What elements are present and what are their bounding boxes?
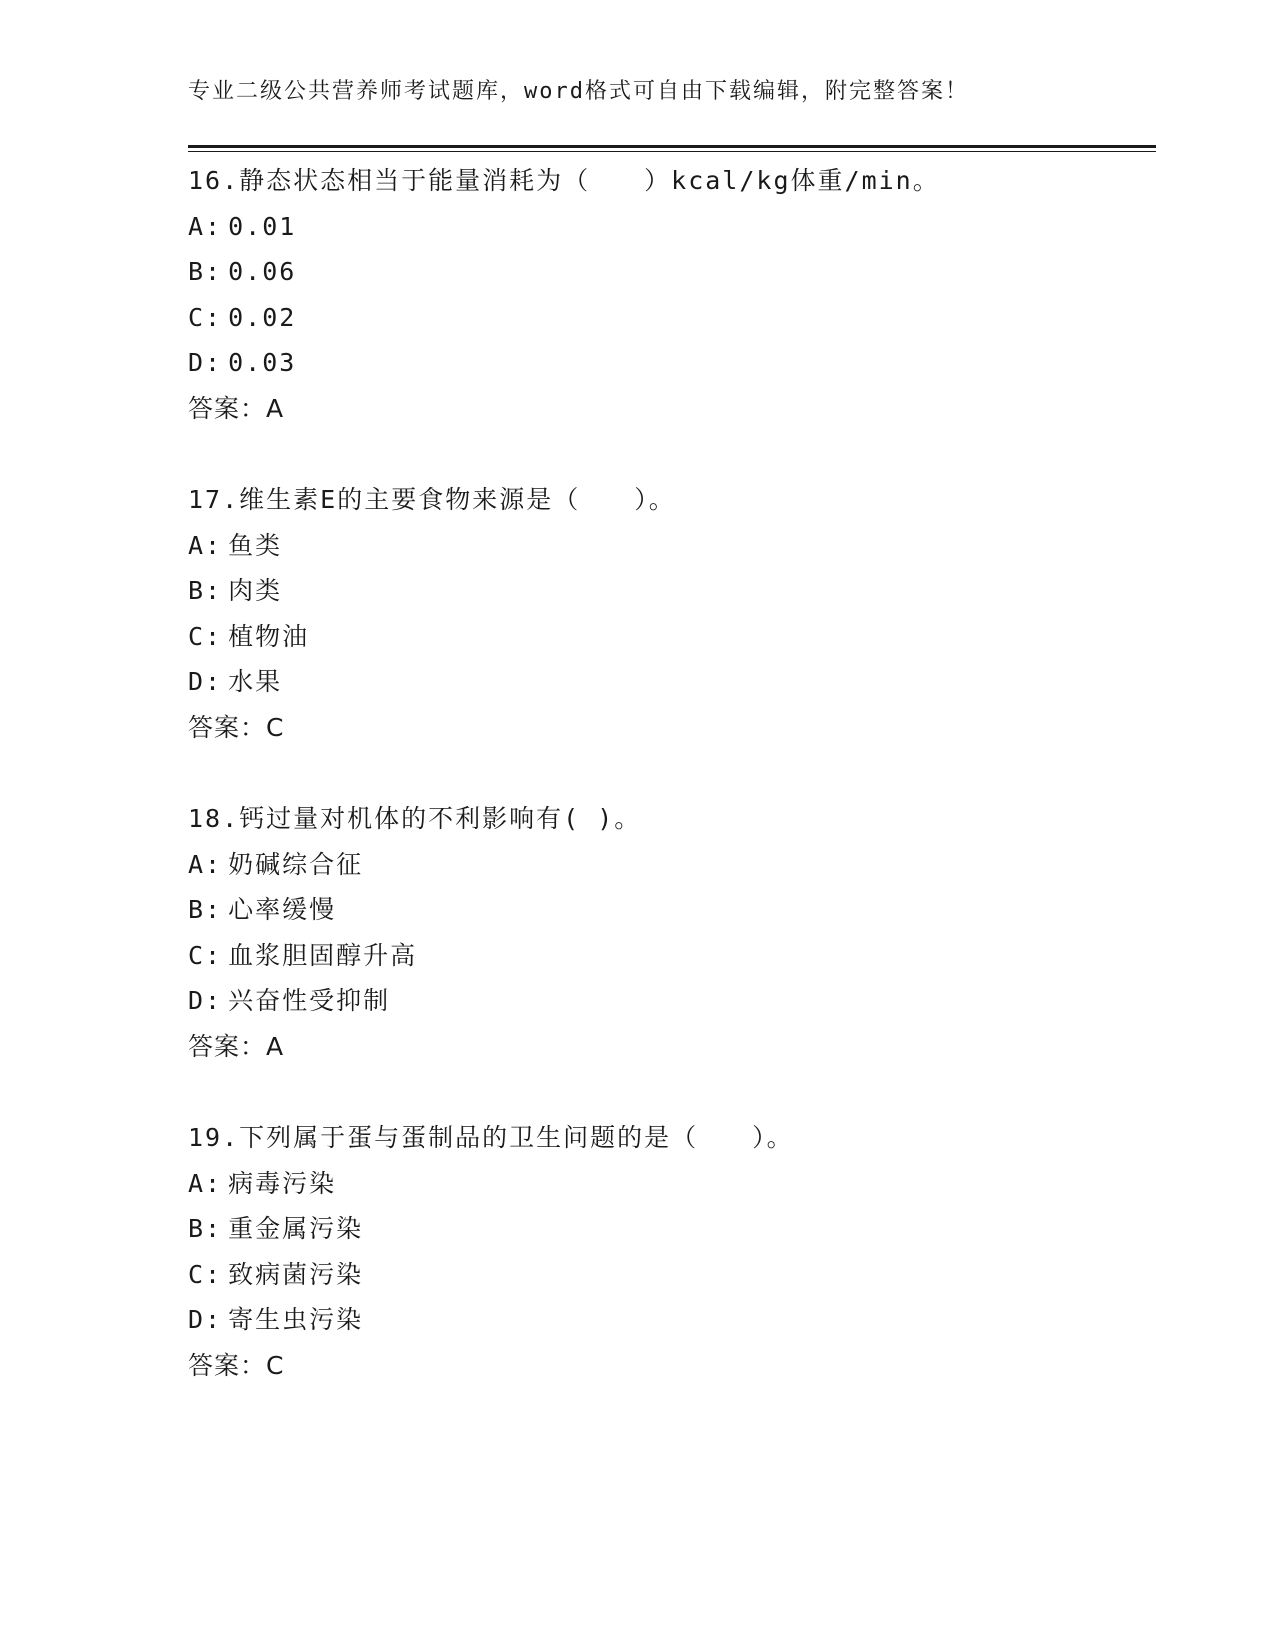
option-text: 致病菌污染 bbox=[228, 1259, 364, 1289]
option-letter: B: bbox=[188, 257, 223, 287]
question-stem: 17.维生素E的主要食物来源是（ ）。 bbox=[188, 485, 676, 514]
option-text: 0.02 bbox=[228, 302, 297, 332]
option-text: 0.03 bbox=[228, 348, 297, 378]
option-d bbox=[188, 340, 1156, 386]
option-text: 鱼类 bbox=[228, 530, 283, 560]
option-text: 寄生虫污染 bbox=[228, 1305, 364, 1335]
option-letter: A: bbox=[188, 1168, 223, 1198]
option-letter: D: bbox=[188, 986, 223, 1016]
answer-line: 答案：C bbox=[188, 1350, 285, 1380]
option-text: 肉类 bbox=[228, 576, 283, 606]
option-b bbox=[188, 568, 1156, 614]
question-stem: 19.下列属于蛋与蛋制品的卫生问题的是（ ）。 bbox=[188, 1123, 794, 1152]
option-a bbox=[188, 204, 1156, 250]
question-stem: 18.钙过量对机体的不利影响有( )。 bbox=[188, 804, 642, 833]
option-a bbox=[188, 1161, 1156, 1207]
answer-line: 答案：A bbox=[188, 393, 285, 423]
option-c bbox=[188, 1252, 1156, 1298]
question-17 bbox=[188, 477, 1156, 796]
option-letter: D: bbox=[188, 1305, 223, 1335]
option-text: 0.01 bbox=[228, 211, 297, 241]
header-rule-thin bbox=[188, 151, 1156, 152]
question-list bbox=[188, 158, 1156, 1434]
option-c bbox=[188, 614, 1156, 660]
option-a bbox=[188, 842, 1156, 888]
option-text: 兴奋性受抑制 bbox=[228, 986, 391, 1016]
answer-line: 答案：C bbox=[188, 712, 285, 742]
document-header: 专业二级公共营养师考试题库，word格式可自由下载编辑，附完整答案！ bbox=[188, 79, 969, 104]
option-text: 0.06 bbox=[228, 257, 297, 287]
option-letter: D: bbox=[188, 667, 223, 697]
option-b bbox=[188, 249, 1156, 295]
option-letter: C: bbox=[188, 940, 223, 970]
option-text: 重金属污染 bbox=[228, 1214, 364, 1244]
option-b bbox=[188, 1206, 1156, 1252]
option-c bbox=[188, 933, 1156, 979]
option-d bbox=[188, 1297, 1156, 1343]
option-letter: A: bbox=[188, 530, 223, 560]
answer-line: 答案：A bbox=[188, 1031, 285, 1061]
option-letter: C: bbox=[188, 621, 223, 651]
option-b bbox=[188, 887, 1156, 933]
option-letter: B: bbox=[188, 895, 223, 925]
option-letter: B: bbox=[188, 576, 223, 606]
option-text: 水果 bbox=[228, 667, 283, 697]
option-letter: A: bbox=[188, 849, 223, 879]
option-d bbox=[188, 978, 1156, 1024]
question-18 bbox=[188, 796, 1156, 1115]
option-letter: C: bbox=[188, 1259, 223, 1289]
question-stem: 16.静态状态相当于能量消耗为（ ）kcal/kg体重/min。 bbox=[188, 166, 940, 195]
option-letter: A: bbox=[188, 211, 223, 241]
option-letter: C: bbox=[188, 302, 223, 332]
header-rule-thick bbox=[188, 145, 1156, 148]
option-letter: B: bbox=[188, 1214, 223, 1244]
option-a bbox=[188, 523, 1156, 569]
option-text: 心率缓慢 bbox=[228, 895, 337, 925]
option-d bbox=[188, 659, 1156, 705]
question-19 bbox=[188, 1115, 1156, 1434]
option-text: 血浆胆固醇升高 bbox=[228, 940, 418, 970]
question-16 bbox=[188, 158, 1156, 477]
option-letter: D: bbox=[188, 348, 223, 378]
option-text: 病毒污染 bbox=[228, 1168, 337, 1198]
option-c bbox=[188, 295, 1156, 341]
option-text: 奶碱综合征 bbox=[228, 849, 364, 879]
option-text: 植物油 bbox=[228, 621, 310, 651]
